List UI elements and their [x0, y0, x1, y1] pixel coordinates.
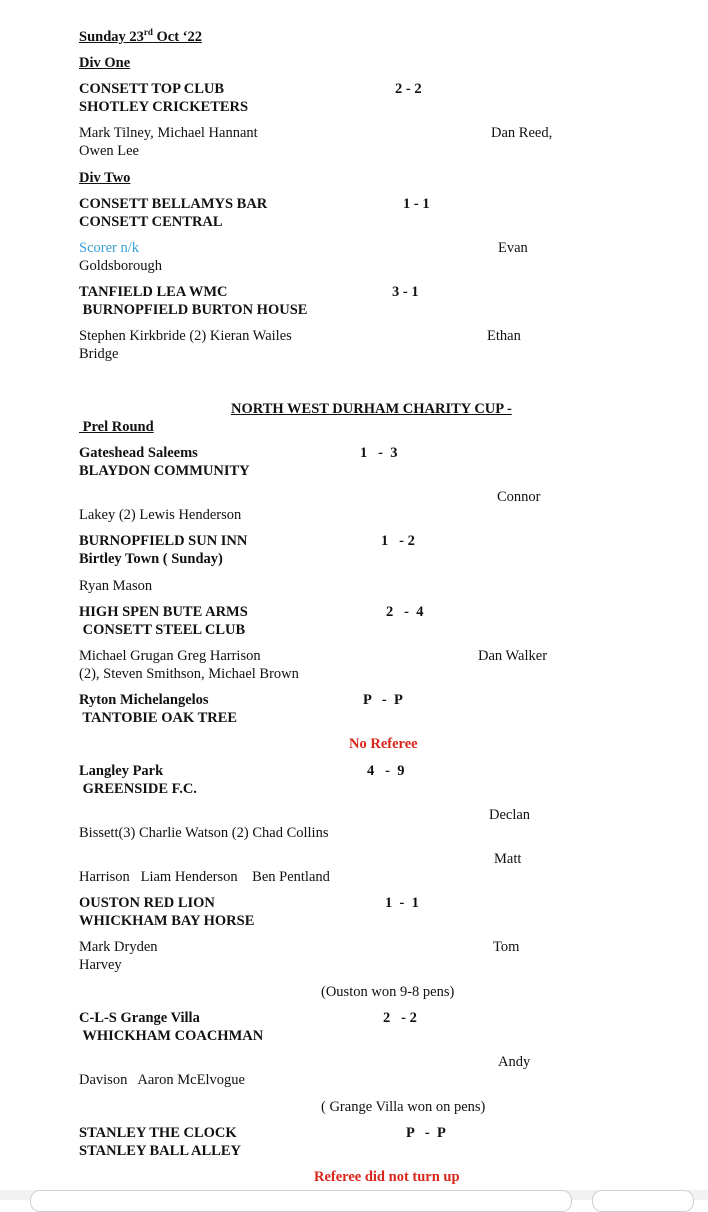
scorers-line: Andy: [498, 1054, 531, 1070]
away-team: STANLEY BALL ALLEY: [79, 1143, 241, 1159]
home-team: CONSETT BELLAMYS BAR: [79, 196, 268, 212]
match-score: 4 - 9: [367, 763, 405, 779]
scorers-line: Michael Grugan Greg Harrison: [79, 648, 261, 664]
match-score: 2 - 2: [383, 1010, 417, 1026]
match-score: 1 - 3: [360, 445, 398, 461]
scorers-line: Davison Aaron McElvogue: [79, 1072, 245, 1088]
home-team: C-L-S Grange Villa: [79, 1010, 200, 1026]
home-team: OUSTON RED LION: [79, 895, 215, 911]
div-one-heading: Div One: [79, 55, 131, 71]
away-team: SHOTLEY CRICKETERS: [79, 99, 249, 115]
scorers-line: Harrison Liam Henderson Ben Pentland: [79, 869, 330, 885]
home-team: HIGH SPEN BUTE ARMS: [79, 604, 248, 620]
reply-input[interactable]: [30, 1190, 572, 1212]
away-scorers-cont: Bridge: [79, 346, 119, 362]
away-scorers: Ethan: [487, 328, 521, 344]
home-team: Langley Park: [79, 763, 164, 779]
match-note: Referee did not turn up: [314, 1169, 460, 1185]
away-scorers-cont: Goldsborough: [79, 258, 162, 274]
away-team: WHICKHAM COACHMAN: [79, 1028, 264, 1044]
scorers-line-right: Dan Walker: [478, 648, 548, 664]
scorers-line: Ryan Mason: [79, 578, 153, 594]
away-team: WHICKHAM BAY HORSE: [79, 913, 255, 929]
home-team: CONSETT TOP CLUB: [79, 81, 225, 97]
match-score: P - P: [363, 692, 403, 708]
match-score: 3 - 1: [392, 284, 419, 300]
away-team: Birtley Town ( Sunday): [79, 551, 223, 567]
home-scorers-cont: Owen Lee: [79, 143, 139, 159]
away-scorers: Dan Reed,: [491, 125, 553, 141]
match-note: ( Grange Villa won on pens): [321, 1099, 486, 1115]
home-team: STANLEY THE CLOCK: [79, 1125, 237, 1141]
home-team: Ryton Michelangelos: [79, 692, 209, 708]
scorers-line: Declan: [489, 807, 531, 823]
away-team: BLAYDON COMMUNITY: [79, 463, 250, 479]
scorers-line: Bissett(3) Charlie Watson (2) Chad Collins: [79, 825, 329, 841]
match-note: No Referee: [349, 736, 418, 752]
scorers-line: (2), Steven Smithson, Michael Brown: [79, 666, 299, 682]
match-score: 2 - 4: [386, 604, 424, 620]
away-team: CONSETT STEEL CLUB: [79, 622, 246, 638]
match-score: 2 - 2: [395, 81, 422, 97]
away-team: BURNOPFIELD BURTON HOUSE: [79, 302, 308, 318]
match-score: 1 - 2: [381, 533, 415, 549]
away-team: GREENSIDE F.C.: [79, 781, 197, 797]
home-team: Gateshead Saleems: [79, 445, 198, 461]
scorers-line: Harvey: [79, 957, 122, 973]
scorers-line: Matt: [494, 851, 522, 867]
div-two-heading: Div Two: [79, 170, 131, 186]
scorer-unknown: Scorer n/k: [79, 240, 139, 256]
home-team: BURNOPFIELD SUN INN: [79, 533, 248, 549]
scorers-line-right: Tom: [493, 939, 520, 955]
scorers-line: Lakey (2) Lewis Henderson: [79, 507, 242, 523]
home-team: TANFIELD LEA WMC: [79, 284, 228, 300]
scorers-line: Mark Dryden: [79, 939, 158, 955]
toolbar-button[interactable]: [592, 1190, 694, 1212]
match-score: P - P: [406, 1125, 446, 1141]
away-scorers: Evan: [498, 240, 528, 256]
match-note: (Ouston won 9-8 pens): [321, 984, 455, 1000]
cup-title: NORTH WEST DURHAM CHARITY CUP -: [231, 401, 512, 417]
round-heading: Prel Round: [79, 419, 154, 435]
page-date: Sunday 23rd Oct ‘22: [79, 27, 203, 45]
match-score: 1 - 1: [385, 895, 419, 911]
home-scorers: Stephen Kirkbride (2) Kieran Wailes: [79, 328, 292, 344]
away-team: TANTOBIE OAK TREE: [79, 710, 238, 726]
scorers-line: Connor: [497, 489, 541, 505]
home-scorers: Mark Tilney, Michael Hannant: [79, 125, 258, 141]
away-team: CONSETT CENTRAL: [79, 214, 223, 230]
match-score: 1 - 1: [403, 196, 430, 212]
